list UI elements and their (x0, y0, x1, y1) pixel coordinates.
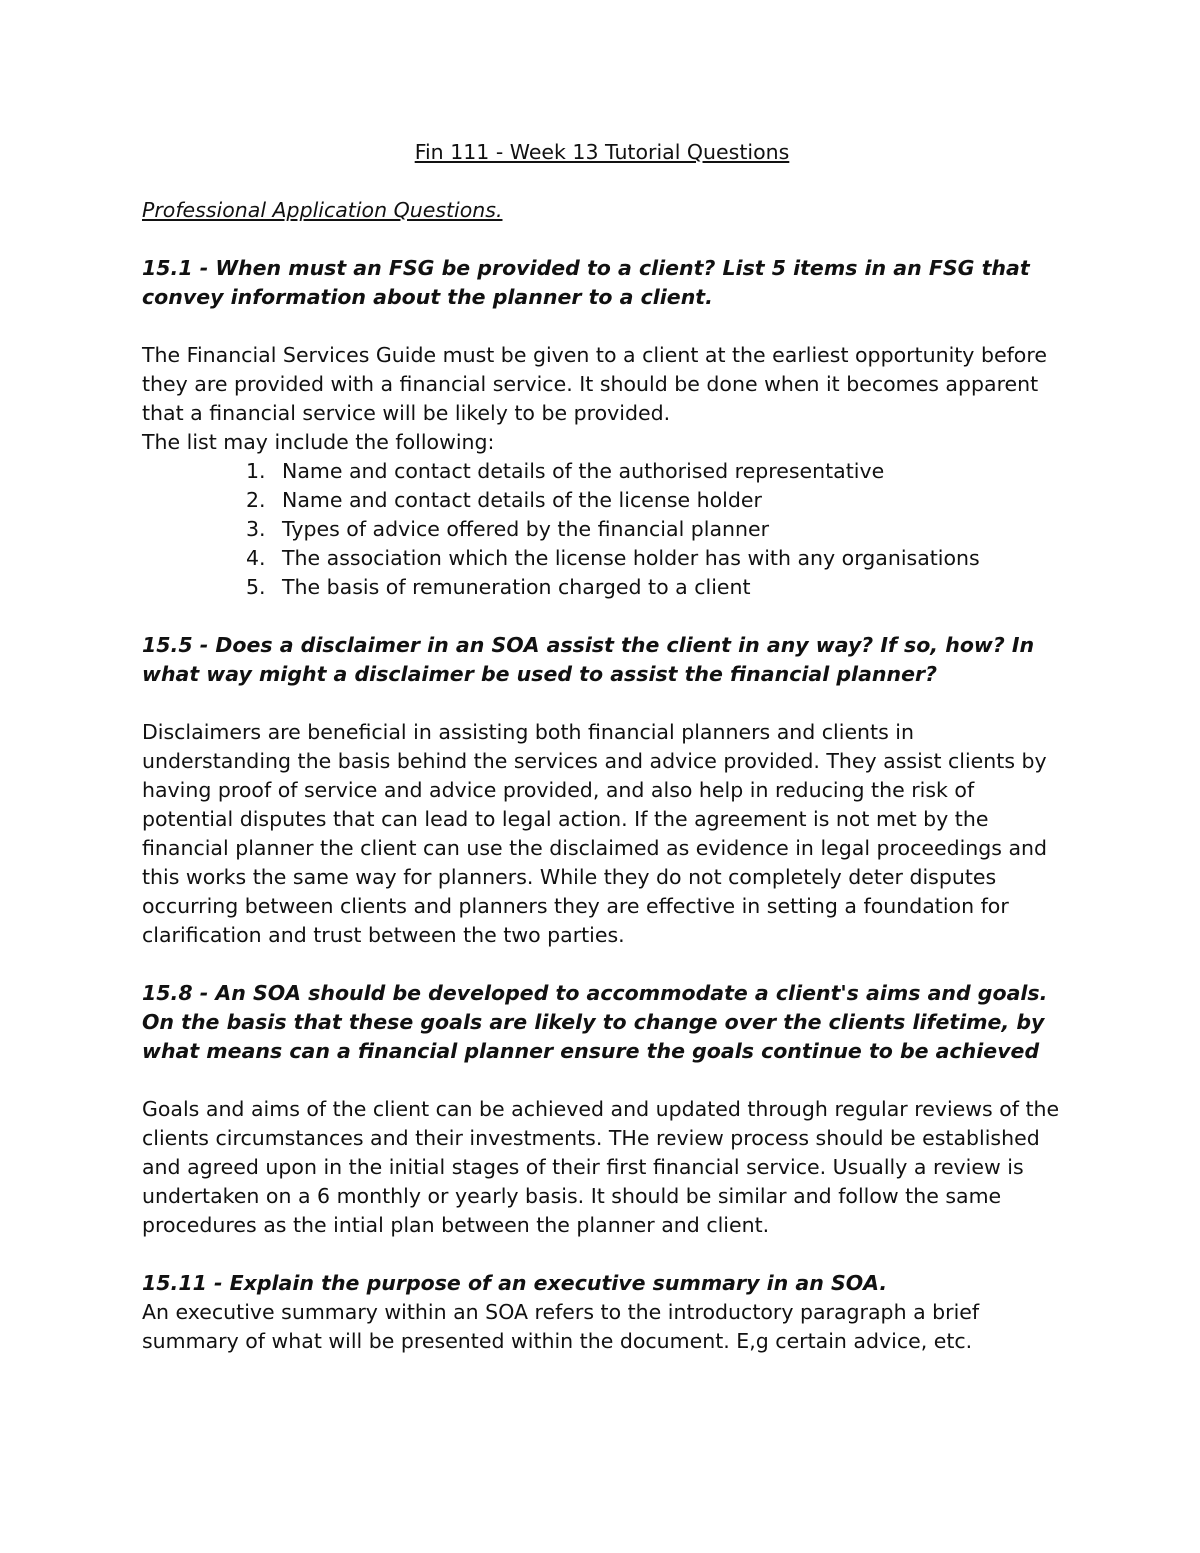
question-15-11: 15.11 - Explain the purpose of an executive summary in an SOA. (142, 1271, 888, 1295)
list-item-number: 2. (246, 488, 266, 512)
document-title: Fin 111 - Week 13 Tutorial Questions (414, 140, 790, 164)
question-15-1: 15.1 - When must an FSG be provided to a client? List 5 items in an FSG that convey information about the planner to a client. (142, 256, 1030, 309)
list-item (246, 457, 1062, 486)
list-item (246, 486, 1062, 515)
spacer (142, 950, 1062, 979)
question-15-8: 15.8 - An SOA should be developed to accommodate a client's aims and goals. On the basis that these goals are likely to change over the clients lifetime, by what means can a financial planner ensure the goals continue to be achieved (142, 981, 1048, 1063)
question-15-5: 15.5 - Does a disclaimer in an SOA assist the client in any way? If so, how? In what way might a disclaimer be used to assist the financial planner? (142, 633, 1035, 686)
answer-15-1-list-intro: The list may include the following: (142, 430, 495, 454)
fsg-items-list (142, 457, 1062, 602)
list-item-text: Types of advice offered by the financial planner (282, 517, 770, 541)
list-item-number: 4. (246, 546, 266, 570)
list-item (246, 573, 1062, 602)
list-item (246, 515, 1062, 544)
spacer (142, 1240, 1062, 1269)
section-title: Professional Application Questions. (142, 198, 503, 222)
answer-15-8: Goals and aims of the client can be achieved and updated through regular reviews of the clients circumstances and their investments. THe review process should be established and agreed upon in the initial stages of their first financial service. Usually a review is undertaken on a 6 monthly or yearly basis. It should be similar and follow the same procedures as the intial plan between the planner and client. (142, 1097, 1060, 1237)
list-item-number: 1. (246, 459, 266, 483)
answer-15-1-paragraph: The Financial Services Guide must be given to a client at the earliest opportunity before they are provided with a financial service. It should be done when it becomes apparent that a financial service will be likely to be provided. (142, 343, 1047, 425)
document-content (142, 138, 1062, 1356)
list-item-text: The basis of remuneration charged to a client (282, 575, 751, 599)
list-item (246, 544, 1062, 573)
list-item-number: 3. (246, 517, 266, 541)
list-item-number: 5. (246, 575, 266, 599)
answer-15-5: Disclaimers are beneficial in assisting both financial planners and clients in understanding the basis behind the services and advice provided. They assist clients by having proof of service and advice provided, and also help in reducing the risk of potential disputes that can lead to legal action. If the agreement is not met by the financial planner the client can use the disclaimed as evidence in legal proceedings and this works the same way for planners. While they do not completely deter disputes occurring between clients and planners they are effective in setting a foundation for clarification and trust between the two parties. (142, 720, 1048, 947)
answer-15-11: An executive summary within an SOA refers to the introductory paragraph a brief summary of what will be presented within the document. E,g certain advice, etc. (142, 1300, 980, 1353)
list-item-text: Name and contact details of the license holder (282, 488, 762, 512)
list-item-text: Name and contact details of the authorised representative (282, 459, 885, 483)
spacer (142, 602, 1062, 631)
list-item-text: The association which the license holder has with any organisations (282, 546, 980, 570)
